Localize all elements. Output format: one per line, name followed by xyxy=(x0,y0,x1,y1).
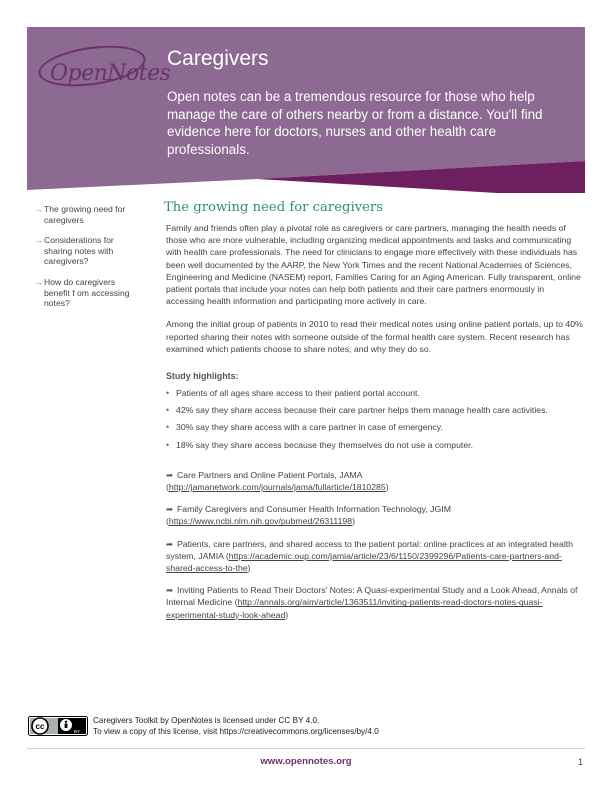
reference-text: Family Caregivers and Consumer Health Information Technology, JGIM ( xyxy=(166,504,451,527)
paragraph: Among the initial group of patients in 2010 to read their medical notes using online patient portals, up to 40% reported sharing their notes with someone outside of the formal health care system. Recent research has examined which patients choose to share notes, and why they do so. xyxy=(166,319,583,354)
reference-text: Patients, care partners, and shared access to the patient portal: online practices at an integrated health system, JAMIA ( xyxy=(166,538,574,561)
page-number: 1 xyxy=(578,757,584,767)
svg-text:cc: cc xyxy=(35,722,45,731)
page-title: Caregivers xyxy=(167,47,269,70)
bullet-icon: • xyxy=(166,388,170,399)
list-item-text: 30% say they share access with a care partner in case of emergency. xyxy=(176,422,443,433)
website-link[interactable]: www.opennotes.org xyxy=(260,756,352,767)
list-item xyxy=(166,404,584,416)
reference-item xyxy=(166,538,584,575)
paragraph: Family and friends often play a pivotal role as caregivers or care partners, managing the health needs of those who are more vulnerable, including organizing medical appointments and tasks and communicating with health care professionals. The need for clinicians to engage more effectively with these individuals has been well documented by the AARP, the New York Times and the recent National Academies of Sciences, Engineering and Medicine (NASEM) report, Families Caring for an Aging American. Fully transparent, online patient portals that include your notes can help both patients and their care partners enormously in accessing health information and participating more actively in care. xyxy=(166,223,581,307)
opennotes-logo xyxy=(36,41,171,86)
svg-text:BY: BY xyxy=(73,729,81,734)
license-line: To view a copy of this license, visit https://creativecommons.org/licenses/by/4.0 xyxy=(93,727,379,736)
highlights-list xyxy=(166,387,584,451)
reference-item xyxy=(166,584,584,621)
reference-link[interactable]: http://jamanetwork.com/journals/jama/fullarticle/1810285 xyxy=(168,482,386,493)
reference-link[interactable]: https://academic.oup.com/jamia/article/23/6/1150/2399296/Patients-care-partners-and-shared-access-to-the xyxy=(166,550,562,574)
main-content xyxy=(166,200,584,631)
sidebar-item-label: Considerations for sharing notes with caregivers? xyxy=(44,235,114,267)
list-item xyxy=(166,439,584,451)
list-item-text: 42% say they share access because their care partner helps them manage health care activities. xyxy=(176,405,548,416)
sidebar-item-label: How do caregivers benefit f om accessing notes? xyxy=(44,276,130,309)
reference-close: ) xyxy=(285,609,289,620)
cc-by-license-icon xyxy=(28,716,88,736)
footer-divider xyxy=(27,748,585,749)
arrow-right-icon: → xyxy=(34,235,43,246)
bullet-icon: • xyxy=(166,439,170,450)
section-heading: The growing need for caregivers xyxy=(164,200,383,215)
logo-text: OpenNotes xyxy=(50,61,171,86)
sidebar-item-benefits[interactable] xyxy=(34,277,139,309)
reference-close: ) xyxy=(247,563,251,574)
sidebar-item-label: The growing need for caregivers xyxy=(44,204,126,225)
page-header xyxy=(27,27,585,193)
share-arrow-icon: ➦ xyxy=(166,469,174,480)
reference-link[interactable]: https://www.ncbi.nlm.nih.gov/pubmed/26311198 xyxy=(168,516,353,527)
sidebar-item-considerations[interactable] xyxy=(34,235,139,267)
bullet-icon: • xyxy=(166,405,170,416)
reference-item xyxy=(166,469,584,493)
arrow-right-icon: → xyxy=(34,204,43,214)
list-item-text: Patients of all ages share access to their patient portal account. xyxy=(176,388,420,399)
sidebar-item-growing-need[interactable] xyxy=(34,204,139,225)
share-arrow-icon: ➦ xyxy=(166,538,174,549)
reference-text: Care Partners and Online Patient Portals, JAMA ( xyxy=(166,469,362,493)
share-arrow-icon: ➦ xyxy=(166,585,174,596)
share-arrow-icon: ➦ xyxy=(166,504,174,515)
list-item xyxy=(166,421,584,433)
reference-close: ) xyxy=(352,516,356,527)
highlights-title: Study highlights: xyxy=(166,371,239,382)
arrow-right-icon: → xyxy=(34,276,43,287)
reference-link[interactable]: http://annals.org/aim/article/1363511/inviting-patients-read-doctors-notes-quasi-experimental-study-look-ahead xyxy=(166,597,543,620)
list-item-text: 18% say they share access because they themselves do not use a computer. xyxy=(176,439,473,450)
reference-close: ) xyxy=(385,482,389,493)
sidebar-nav xyxy=(34,204,139,319)
license-text xyxy=(93,715,379,737)
list-item xyxy=(166,387,584,399)
license-line: Caregivers Toolkit by OpenNotes is licensed under CC BY 4.0. xyxy=(93,716,320,725)
reference-item xyxy=(166,503,584,527)
references-list xyxy=(166,469,584,621)
bullet-icon: • xyxy=(166,422,170,433)
intro-text: Open notes can be a tremendous resource for those who help manage the care of others nearby or from a distance. You'll find evidence here for doctors, nurses and other health care professionals. xyxy=(167,89,543,157)
reference-text: Inviting Patients to Read Their Doctors' Notes: A Quasi-experimental Study and a Look Ahead, Annals of Internal Medicine ( xyxy=(166,585,578,608)
